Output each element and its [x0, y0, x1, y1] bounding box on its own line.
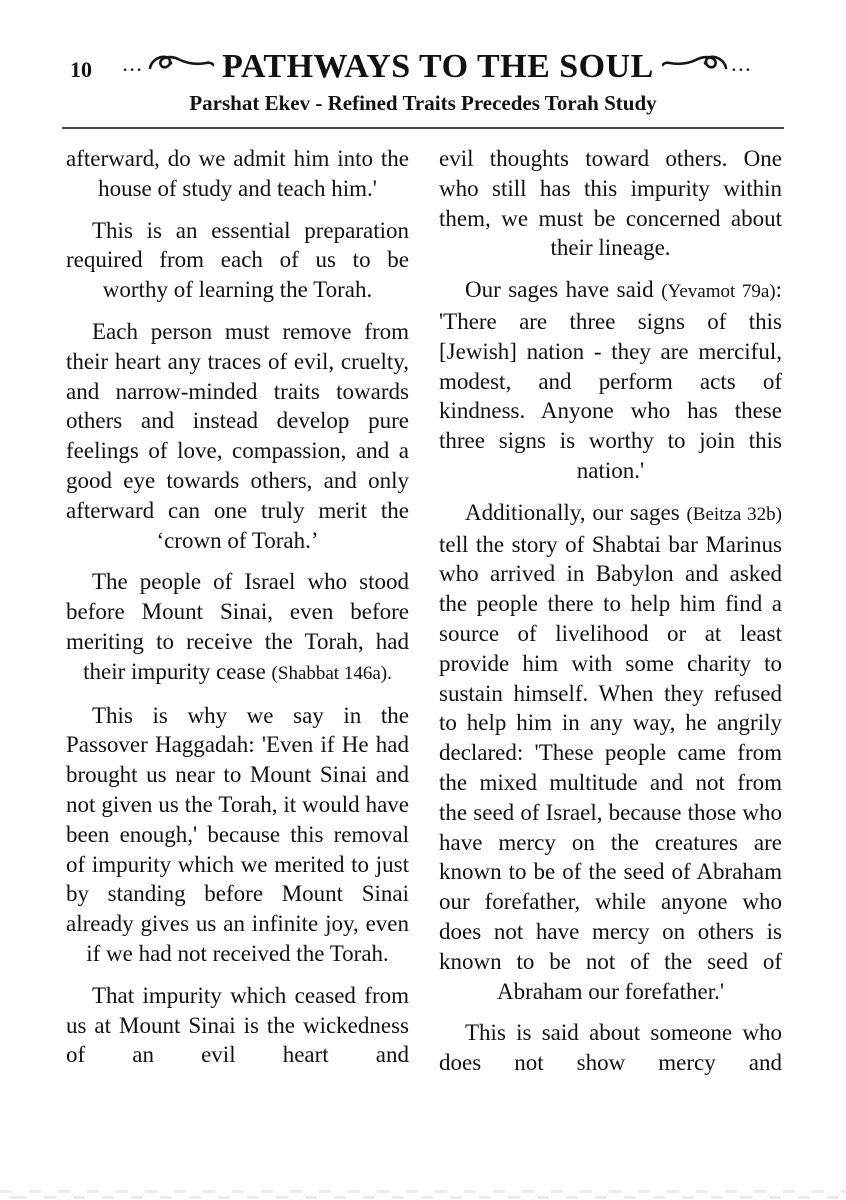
paragraph	[66, 216, 409, 305]
body-text: afterward, do we admit him into the house of study and teach him.'	[66, 146, 409, 201]
flourish-icon	[662, 52, 728, 83]
flourish-icon	[148, 52, 214, 83]
paragraph	[66, 567, 409, 688]
body-text: Additionally, our sages	[465, 499, 687, 525]
body-text: This is said about someone who does not show mercy and	[439, 1020, 782, 1076]
citation: (Shabbat 146a).	[271, 662, 392, 684]
left-column	[66, 144, 409, 1090]
paragraph	[439, 498, 782, 1007]
scan-noise-row	[0, 1190, 846, 1193]
body-text: This is an essential preparation required from each of us to be worthy of learning the Torah.	[66, 217, 409, 303]
paragraph	[66, 144, 409, 204]
page-header	[0, 0, 846, 129]
paragraph	[66, 317, 409, 555]
page-number: 10	[70, 57, 92, 82]
scan-noise-row	[0, 1196, 846, 1199]
body-text: Our sages have said	[465, 277, 662, 303]
paragraph	[66, 981, 409, 1070]
body-text: tell the story of Shabtai bar Marinus who arrived in Babylon and asked the people there to help him find a source of livelihood or at least provide him with some charity to sustain himself. When they refused to help him in any way, he angrily declared: 'These people came from the mixed multitude and not from the seed of Israel, because those who have mercy on the creatures are known to be of the seed of Abraham our forefather, while anyone who does not have mercy on others is known to be not of the seed of Abraham our forefather.'	[439, 531, 782, 1004]
citation: (Beitza 32b)	[686, 503, 782, 525]
paragraph	[439, 144, 782, 263]
two-column-text	[0, 129, 846, 1090]
body-text: Each person must remove from their heart any traces of evil, cruelty, and narrow-minded traits towards others and instead develop pure feelings of love, compassion, and a good eye towards others, and only afterward can one truly merit the ‘crown of Torah.’	[66, 318, 409, 553]
body-text: The people of Israel who stood before Mount Sinai, even before meriting to receive the Torah, had their impurity cease	[66, 569, 409, 684]
title-line	[0, 48, 846, 86]
body-text: This is why we say in the Passover Haggadah: 'Even if He had brought us near to Mount Sinai and not given us the Torah, it would have been enough,' because this removal of impurity which we merited to just by standing before Mount Sinai already gives us an infinite joy, even if we had not received the Torah.	[66, 702, 409, 966]
body-text: : 'There are three signs of this [Jewish] nation - they are merciful, modest, and perform acts of kindness. Anyone who has these three signs is worthy to join this nation.'	[439, 277, 782, 483]
ornament-dots-left: ...	[123, 58, 145, 75]
page-title: PATHWAYS TO THE SOUL	[222, 48, 654, 85]
body-text: That impurity which ceased from us at Mount Sinai is the wickedness of an evil heart and	[66, 982, 409, 1068]
page-subtitle: Parshat Ekev - Refined Traits Precedes Torah Study	[189, 91, 657, 115]
header-divider	[62, 127, 784, 129]
right-column	[439, 144, 782, 1090]
paragraph	[66, 701, 409, 969]
body-text: evil thoughts toward others. One who still has this impurity within them, we must be concerned about their lineage.	[439, 146, 782, 261]
paragraph	[439, 1018, 782, 1078]
bottom-scan-edge	[0, 1187, 846, 1200]
citation: (Yevamot 79a)	[661, 281, 776, 303]
ornament-dots-right: ...	[731, 58, 753, 75]
paragraph	[439, 275, 782, 486]
